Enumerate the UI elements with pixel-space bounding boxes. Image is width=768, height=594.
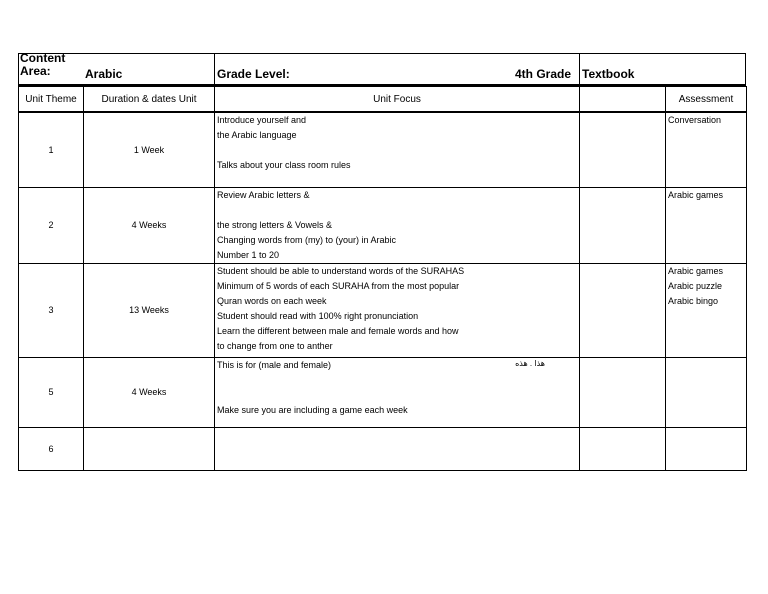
unit-number: 2 — [19, 187, 84, 263]
col-duration: Duration & dates Unit — [84, 87, 215, 113]
table-row — [19, 263, 747, 357]
column-header-row — [19, 87, 747, 113]
unit-number: 1 — [19, 112, 84, 187]
assessment-line: Arabic games — [668, 265, 724, 276]
focus-line: Quran words on each week — [217, 295, 327, 306]
assessment-line: Arabic games — [668, 189, 724, 200]
grade-level-label: Grade Level: — [217, 67, 290, 81]
unit-duration — [84, 427, 215, 470]
header-row — [18, 53, 746, 86]
unit-table — [18, 86, 747, 471]
unit-focus — [215, 112, 580, 187]
grade-level-value: 4th Grade — [515, 67, 572, 81]
col-unit-theme: Unit Theme — [19, 87, 84, 113]
focus-line: Review Arabic letters & — [217, 189, 310, 200]
unit-duration: 13 Weeks — [84, 263, 215, 357]
blank-cell — [580, 187, 666, 263]
focus-line: Minimum of 5 words of each SURAHA from the most popular — [217, 280, 460, 291]
focus-line: Student should read with 100% right pronunciation — [217, 310, 419, 321]
focus-line — [215, 143, 579, 158]
focus-line: Make sure you are including a game each week — [217, 404, 408, 415]
unit-assessment — [666, 427, 747, 470]
unit-focus — [215, 263, 580, 357]
blank-cell — [580, 427, 666, 470]
unit-duration: 4 Weeks — [84, 187, 215, 263]
table-row — [19, 357, 747, 427]
header-divider — [579, 54, 580, 84]
header-divider — [214, 54, 215, 84]
focus-line: Changing words from (my) to (your) in Arabic — [217, 234, 397, 245]
focus-line: the strong letters & Vowels & — [217, 219, 333, 230]
col-unit-focus: Unit Focus — [215, 87, 580, 113]
unit-focus — [215, 187, 580, 263]
textbook-label: Textbook — [582, 67, 635, 81]
focus-line: to change from one to anther — [217, 340, 333, 351]
assessment-line: Arabic bingo — [668, 295, 719, 306]
unit-duration: 4 Weeks — [84, 357, 215, 427]
focus-line — [215, 373, 579, 388]
blank-cell — [580, 263, 666, 357]
unit-assessment — [666, 187, 747, 263]
unit-assessment — [666, 263, 747, 357]
focus-arabic-text: هذا . هذه — [515, 358, 545, 368]
focus-line: This is for (male and female) — [217, 359, 332, 370]
focus-line: Student should be able to understand words of the SURAHAS — [217, 265, 465, 276]
unit-number: 3 — [19, 263, 84, 357]
focus-line — [215, 388, 579, 403]
unit-assessment — [666, 112, 747, 187]
unit-assessment — [666, 357, 747, 427]
focus-line: Talks about your class room rules — [217, 160, 351, 170]
col-blank — [580, 87, 666, 113]
focus-line: the Arabic language — [217, 130, 297, 140]
table-row — [19, 427, 747, 470]
content-area-value: Arabic — [85, 67, 123, 81]
unit-focus — [215, 427, 580, 470]
assessment-line: Arabic puzzle — [668, 280, 723, 291]
unit-duration: 1 Week — [84, 112, 215, 187]
unit-number: 6 — [19, 427, 84, 470]
focus-line: Introduce yourself and — [217, 115, 307, 125]
content-area-label: Content Area: — [20, 51, 66, 78]
focus-line: Number 1 to 20 — [217, 249, 280, 260]
table-row — [19, 112, 747, 187]
focus-line: Learn the different between male and female words and how — [217, 325, 459, 336]
focus-line — [215, 203, 579, 218]
assessment-line: Conversation — [668, 115, 722, 125]
unit-number: 5 — [19, 357, 84, 427]
blank-cell — [580, 112, 666, 187]
table-row — [19, 187, 747, 263]
unit-focus — [215, 357, 580, 427]
curriculum-sheet — [18, 53, 746, 471]
col-assessment: Assessment — [666, 87, 747, 113]
blank-cell — [580, 357, 666, 427]
